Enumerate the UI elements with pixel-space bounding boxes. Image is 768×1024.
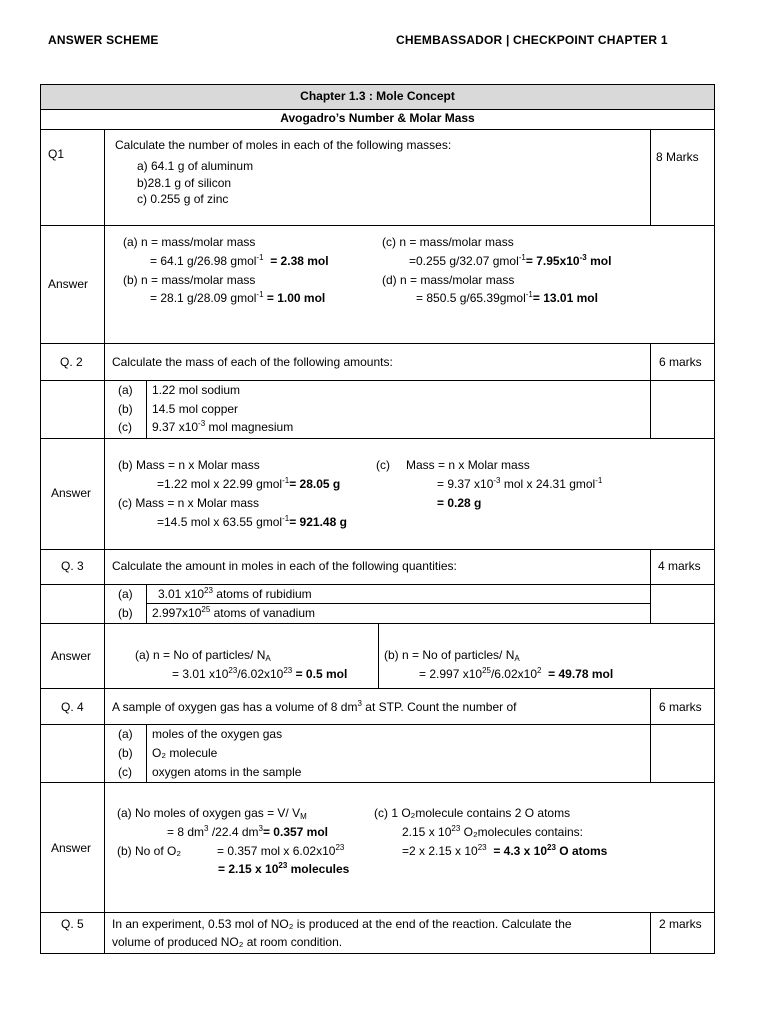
q2-ans-b1: (b) Mass = n x Molar mass xyxy=(118,458,260,472)
q3-answer-label: Answer xyxy=(51,649,92,663)
q1-ans-c2: =0.255 g/32.07 gmol$^{-1}$= $7.95x10^{-3}$ mol xyxy=(409,253,612,268)
q1-ans-d1: (d) n = mass/molar mass xyxy=(382,273,515,287)
q2-item-c: 9.37 $x10^{-3}$ mol magnesium xyxy=(152,419,294,434)
q2-ans-r3: = 0.28 g xyxy=(437,496,482,510)
q5-label: Q. 5 xyxy=(61,917,84,931)
q4-ans-c3: =2 x 2.15 x $10^{23} = 4.3$ x $10^{23}$ O atoms xyxy=(402,843,608,858)
q4-ans-c2: 2.15 x $10^{23}$ O₂molecules contains: xyxy=(402,824,583,839)
q4-item-b-key: (b) xyxy=(118,746,133,760)
header-left: ANSWER SCHEME xyxy=(48,33,159,47)
q2-item-a-key: (a) xyxy=(118,383,133,397)
q4-ans-b1: (b) No of O₂ = 0.357 mol x $6.02x10^{23}$ xyxy=(117,843,345,858)
q1-item-c: c) 0.255 g of zinc xyxy=(137,192,229,206)
header-right: CHEMBASSADOR | CHECKPOINT CHAPTER 1 xyxy=(396,33,668,47)
q1-item-b: b)28.1 g of silicon xyxy=(137,176,232,190)
q3-item-a: 3.01 $x10^{23}$ atoms of rubidium xyxy=(158,586,312,601)
q3-ans-b1: (b) n = No of particles/ $N_A$ xyxy=(384,648,520,663)
q1-item-a: a) 64.1 g of aluminum xyxy=(137,159,254,173)
q4-ans-a1: (a) No moles of oxygen gas = V/ $V_M$ xyxy=(117,806,307,821)
q5-question-line2: volume of produced NO₂ at room condition. xyxy=(112,935,343,949)
q2-ans-c-hdr: (c) Mass = n x Molar mass xyxy=(118,496,260,510)
q1-question: Calculate the number of moles in each of the following masses: xyxy=(115,138,452,152)
q4-item-a-key: (a) xyxy=(118,727,133,741)
q4-ans-a2: = 8 $dm^3$ /22.4 $dm^3= 0.357$ mol xyxy=(167,824,329,839)
q4-item-a: moles of the oxygen gas xyxy=(152,727,283,741)
q2-ans-r1: Mass = n x Molar mass xyxy=(406,458,530,472)
q4-ans-b2: = 2.15 x $10^{23}$ molecules xyxy=(218,861,350,876)
q1-ans-b1: (b) n = mass/molar mass xyxy=(123,273,256,287)
q2-answer-label: Answer xyxy=(51,486,92,500)
q2-item-b: 14.5 mol copper xyxy=(152,402,239,416)
q1-ans-d2: = 850.5 g/65.39gmol$^{-1}$= 13.01 mol xyxy=(416,290,598,305)
q4-label: Q. 4 xyxy=(61,700,84,714)
q4-question: A sample of oxygen gas has a volume of 8 $dm^3$ at STP. Count the number of xyxy=(112,699,517,714)
q2-ans-c2: =14.5 mol x 63.55 gmol$^{-1}$= 921.48 g xyxy=(157,514,347,529)
q3-label: Q. 3 xyxy=(61,559,84,573)
q1-ans-c1: (c) n = mass/molar mass xyxy=(382,235,514,249)
q5-question-line1: In an experiment, 0.53 mol of NO₂ is produced at the end of the reaction. Calculate the xyxy=(112,917,572,931)
q5-marks: 2 marks xyxy=(659,917,702,931)
q2-label: Q. 2 xyxy=(60,355,83,369)
q3-marks: 4 marks xyxy=(658,559,701,573)
q1-answer-label: Answer xyxy=(48,277,89,291)
q3-ans-b2: = 2.997 $x10^{25}/6.02x10^2 = 49.78$ mol xyxy=(419,666,614,681)
q2-question: Calculate the mass of each of the following amounts: xyxy=(112,355,393,369)
q3-item-b-key: (b) xyxy=(118,606,133,620)
q4-item-c-key: (c) xyxy=(118,765,132,779)
q2-marks: 6 marks xyxy=(659,355,702,369)
q1-ans-b2: = 28.1 g/28.09 gmol$^{-1}$ = 1.00 mol xyxy=(150,290,326,305)
q2-item-c-key: (c) xyxy=(118,420,132,434)
q1-label: Q1 xyxy=(48,147,65,161)
q2-item-a: 1.22 mol sodium xyxy=(152,383,241,397)
q4-ans-c1: (c) 1 O₂molecule contains 2 O atoms xyxy=(374,806,571,820)
q3-question: Calculate the amount in moles in each of the following quantities: xyxy=(112,559,457,573)
q2-ans-b2: =1.22 mol x 22.99 gmol$^{-1}$= 28.05 g xyxy=(157,476,341,491)
q2-item-b-key: (b) xyxy=(118,402,133,416)
q4-marks: 6 marks xyxy=(659,700,702,714)
q3-item-b: $2.997x10^{25}$ atoms of vanadium xyxy=(152,605,316,620)
q2-ans-r2: = 9.37 $x10^{-3}$ mol x 24.31 gmol$^{-1}$ xyxy=(437,476,603,491)
q4-item-c: oxygen atoms in the sample xyxy=(152,765,302,779)
q3-item-a-key: (a) xyxy=(118,587,133,601)
table-title: Chapter 1.3 : Mole Concept xyxy=(300,89,455,103)
q1-ans-a2: = 64.1 g/26.98 gmol$^{-1}$ = 2.38 mol xyxy=(150,253,329,268)
q1-ans-a1: (a) n = mass/molar mass xyxy=(123,235,256,249)
q3-ans-a1: (a) n = No of particles/ $N_A$ xyxy=(135,648,271,663)
q4-item-b: O₂ molecule xyxy=(152,746,218,760)
q4-answer-label: Answer xyxy=(51,841,92,855)
q1-marks: 8 Marks xyxy=(656,150,699,164)
table-subtitle: Avogadro’s Number & Molar Mass xyxy=(280,111,475,125)
q3-ans-a2: = 3.01 $x10^{23}/6.02x10^{23} = 0.5$ mol xyxy=(172,666,348,681)
q2-ans-r-label: (c) xyxy=(376,458,390,472)
